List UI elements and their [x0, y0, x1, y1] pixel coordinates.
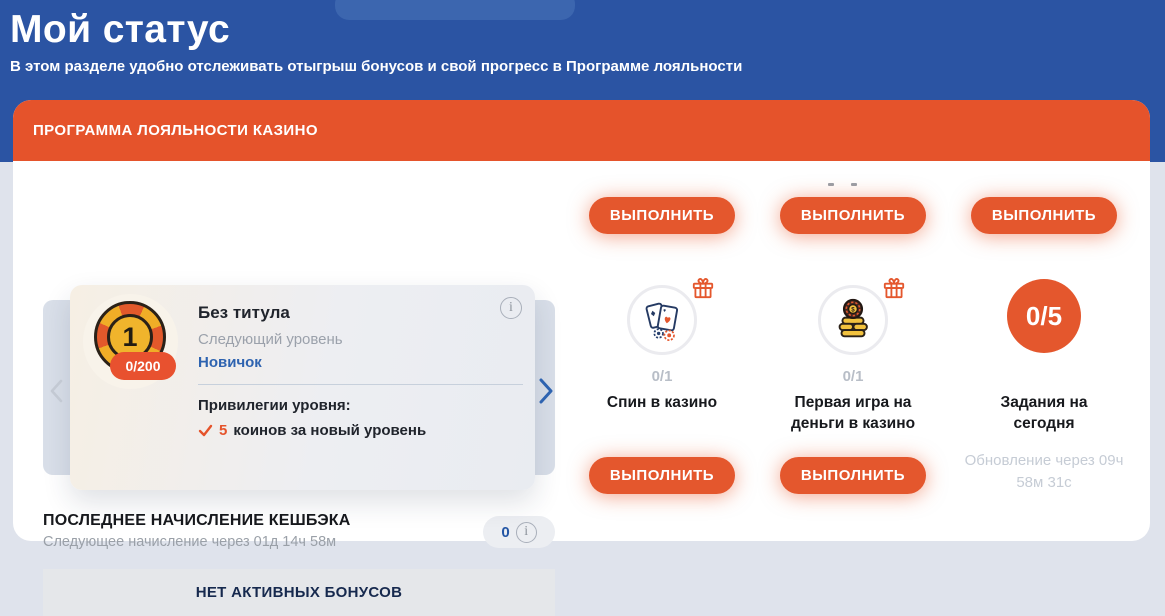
cashback-info-icon[interactable]	[516, 522, 537, 543]
chevron-left-icon	[47, 378, 67, 404]
gift-icon	[690, 275, 716, 306]
level-medal	[83, 294, 178, 389]
privilege-text: коинов за новый уровень	[233, 422, 427, 439]
task1-progress: 0/1	[651, 368, 673, 385]
gift-icon	[881, 275, 907, 306]
top-tab[interactable]	[335, 0, 575, 20]
carousel-next-button[interactable]	[536, 377, 556, 410]
page-title: Мой статус	[10, 8, 231, 51]
info-glyph: i	[509, 300, 513, 315]
level-number: 1	[107, 314, 153, 360]
next-level-name[interactable]: Новичок	[198, 354, 262, 371]
task3-action-button[interactable]: ВЫПОЛНИТЬ	[971, 197, 1117, 234]
task3-label: Задания на сегодня	[1000, 394, 1088, 432]
task2-icon-circle	[818, 285, 888, 355]
divider	[198, 384, 523, 385]
level-title: Без титула	[198, 303, 290, 322]
task2-label: Первая игра на деньги в казино	[790, 394, 916, 432]
panel-header	[13, 100, 1150, 161]
casino-cards-icon	[639, 297, 685, 343]
task1-icon-circle	[627, 285, 697, 355]
privilege-item	[198, 422, 523, 439]
cashback-amount: 0	[501, 523, 510, 541]
task2-bottom-action-button[interactable]: ВЫПОЛНИТЬ	[780, 457, 926, 494]
level-card-text	[198, 303, 523, 439]
info-glyph: i	[524, 524, 529, 539]
clipped-text-fragment	[828, 183, 834, 186]
task1-label: Спин в казино	[606, 394, 718, 411]
coins-stack-icon	[830, 297, 876, 343]
cashback-subtitle: Следующее начисление через 01д 14ч 58м	[43, 534, 337, 550]
level-card	[70, 285, 535, 490]
page-subtitle: В этом разделе удобно отслеживать отыгрыш бонусов и свой прогресс в Программе лояльности	[10, 58, 743, 75]
chevron-right-icon	[536, 377, 556, 405]
tasks-refresh-timer: Обновление через 09ч 58м 31с	[964, 452, 1124, 491]
carousel-prev-button[interactable]	[47, 378, 67, 409]
cashback-amount-pill	[483, 516, 555, 548]
check-icon	[198, 424, 213, 437]
privilege-amount: 5	[219, 422, 228, 439]
task1-bottom-action-button[interactable]: ВЫПОЛНИТЬ	[589, 457, 735, 494]
daily-tasks-counter: 0/5	[1007, 279, 1081, 353]
level-progress-badge: 0/200	[110, 352, 176, 380]
clipped-text-fragment	[851, 183, 857, 186]
task2-progress: 0/1	[842, 368, 864, 385]
task2-top-action-button[interactable]: ВЫПОЛНИТЬ	[780, 197, 926, 234]
task1-top-action-button[interactable]: ВЫПОЛНИТЬ	[589, 197, 735, 234]
no-active-bonuses-bar: НЕТ АКТИВНЫХ БОНУСОВ	[43, 569, 555, 616]
privileges-heading: Привилегии уровня:	[198, 397, 351, 414]
cashback-title: ПОСЛЕДНЕЕ НАЧИСЛЕНИЕ КЕШБЭКА	[43, 512, 351, 529]
dollar-glyph: $	[851, 306, 855, 314]
panel-header-title: ПРОГРАММА ЛОЯЛЬНОСТИ КАЗИНО	[33, 122, 318, 139]
next-level-label: Следующий уровень	[198, 331, 343, 348]
